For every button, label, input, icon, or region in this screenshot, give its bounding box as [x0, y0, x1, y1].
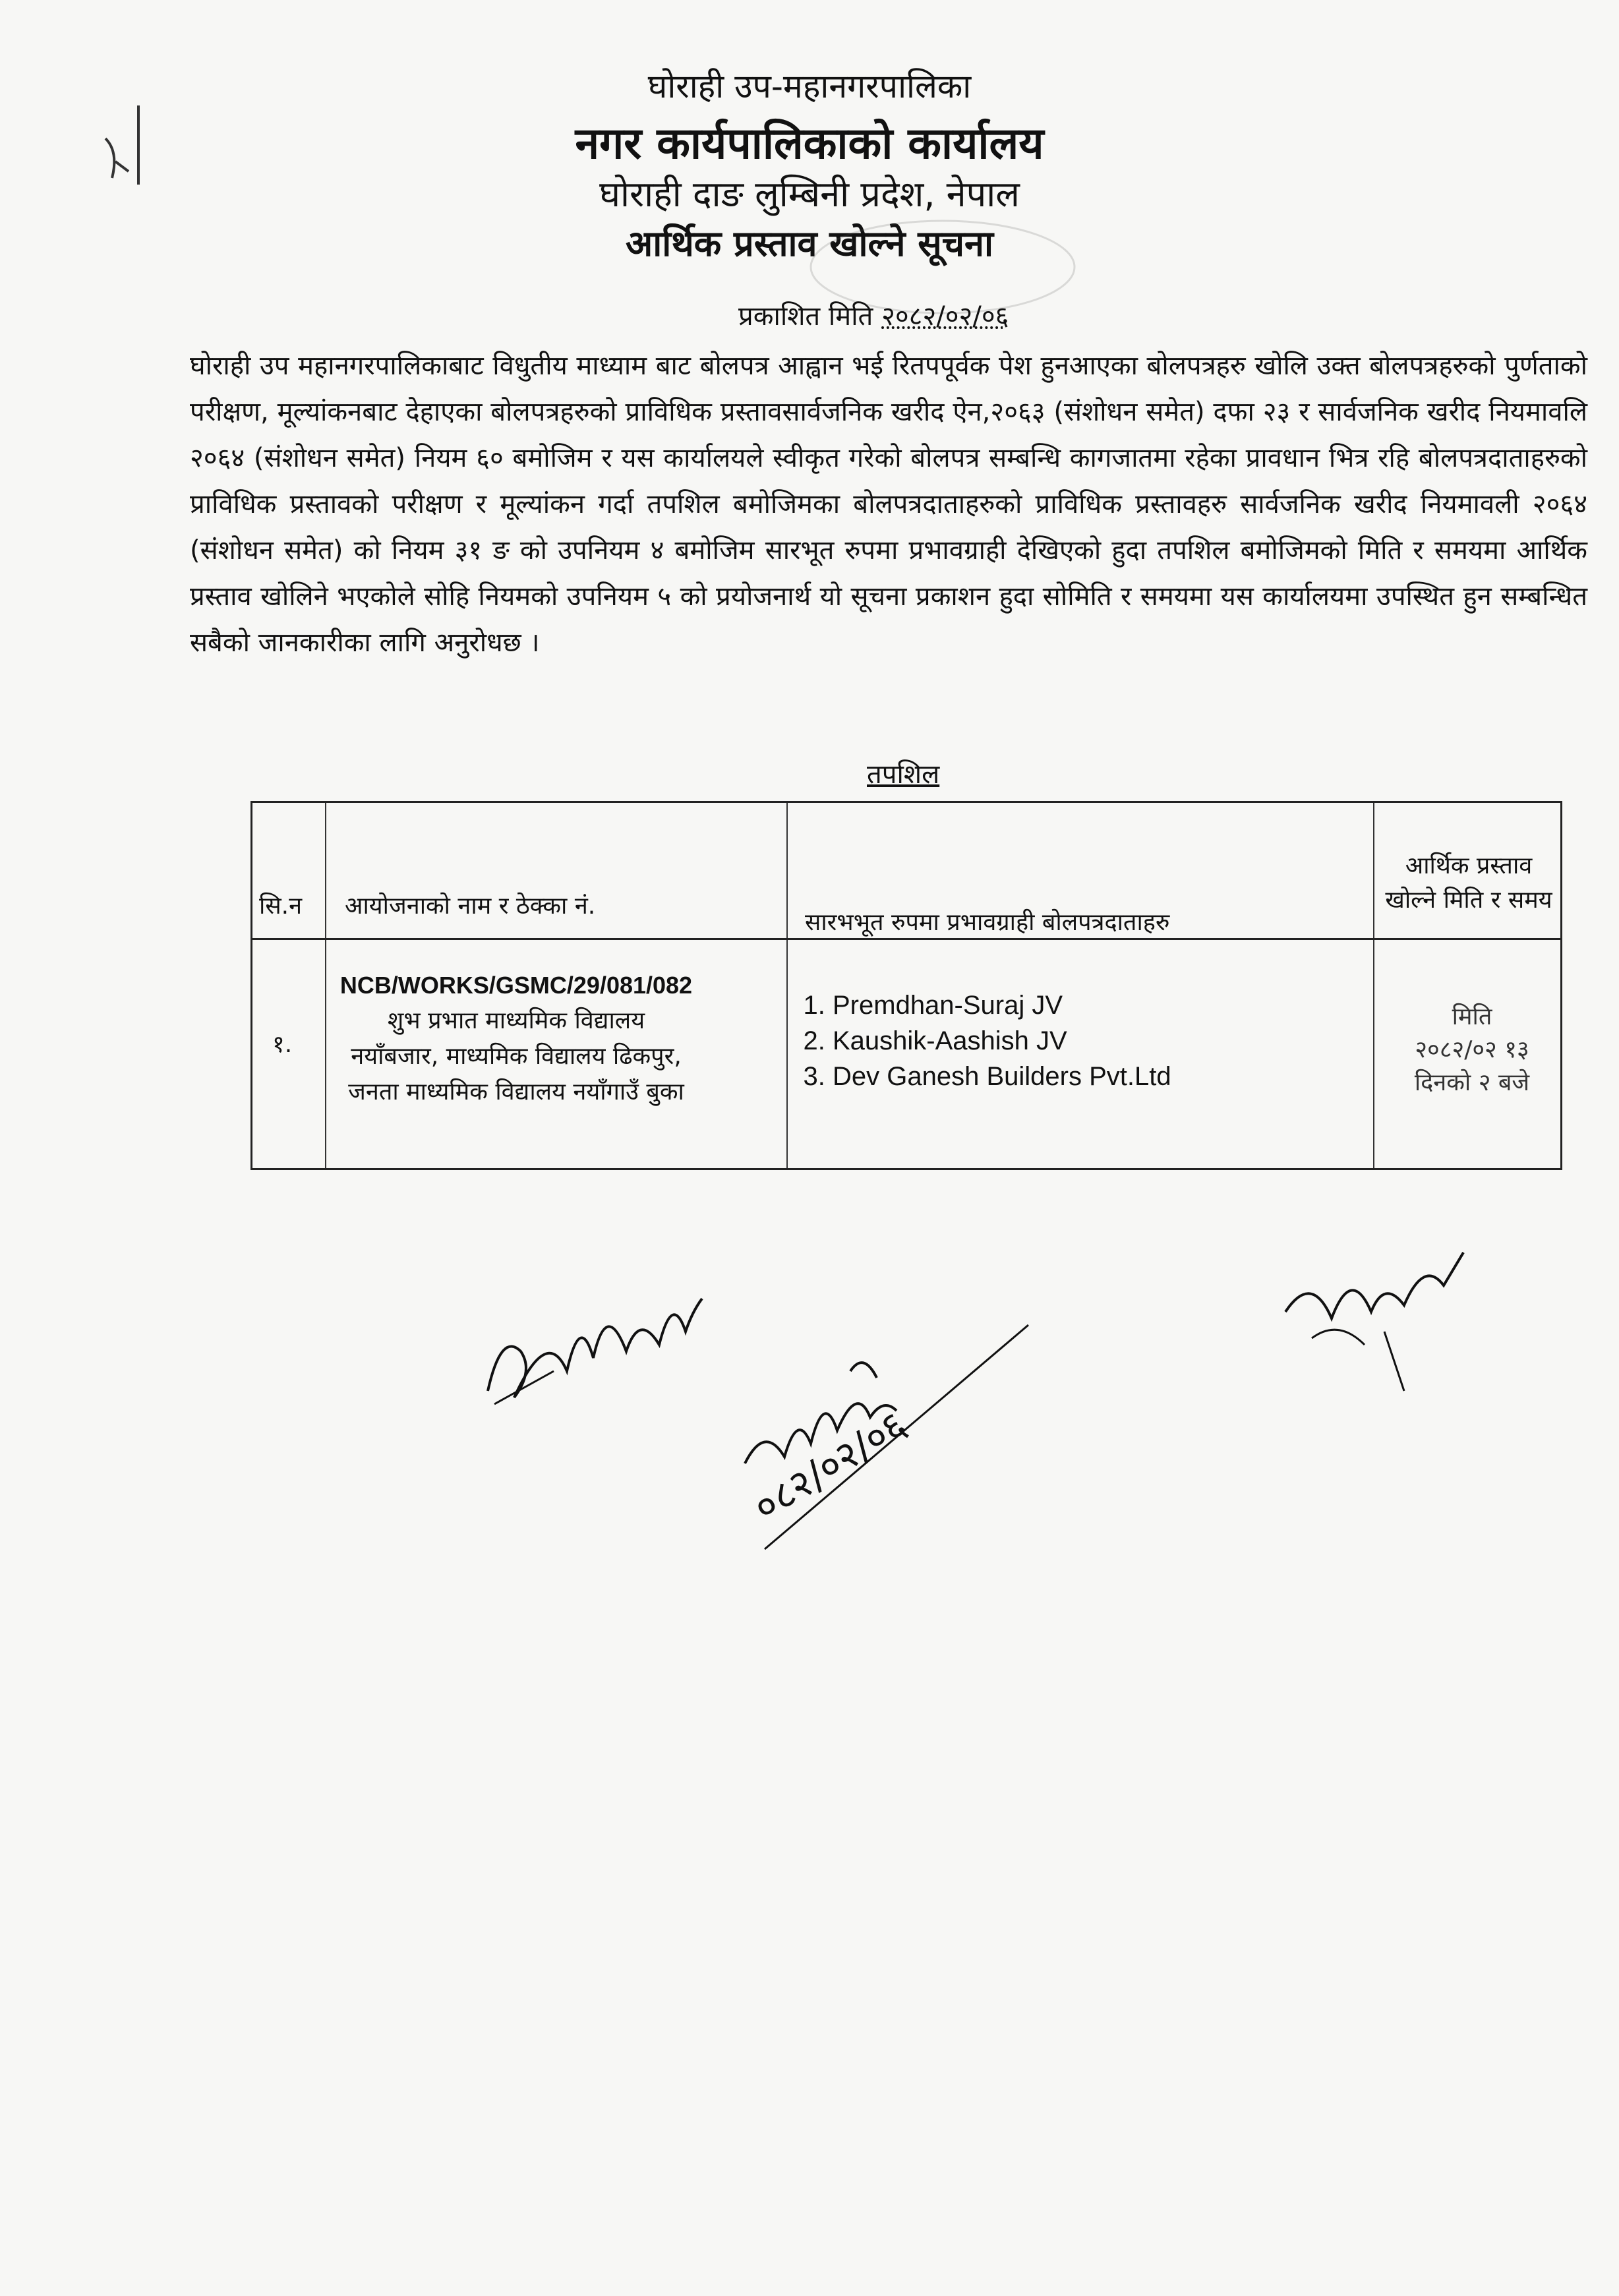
- annex-title: तपशिल: [867, 759, 940, 790]
- signature-center-dated: [725, 1312, 1035, 1589]
- notice-title: आर्थिक प्रस्ताव खोल्ने सूचना: [626, 223, 993, 264]
- municipality-name: घोराही उप-महानगरपालिका: [647, 67, 972, 105]
- table-divider: [1373, 803, 1374, 1168]
- bidder-item: 2. Kaushik-Aashish JV: [833, 1023, 1171, 1059]
- header-opening: आर्थिक प्रस्ताव खोल्ने मिति र समय: [1385, 852, 1552, 914]
- header-project: आयोजनाको नाम र ठेक्का नं.: [345, 893, 596, 920]
- row-sn: १.: [272, 1031, 293, 1058]
- table-header-divider: [252, 938, 1560, 940]
- publication-date-value: २०८२/०२/०६: [881, 301, 1009, 332]
- row-opening: [1380, 1001, 1564, 1100]
- publication-date: [738, 297, 1009, 333]
- header-bidders: सारभभूत रुपमा प्रभावग्राही बोलपत्रदाताहरु: [805, 909, 1170, 936]
- row-bidders: [806, 987, 1171, 1094]
- signature-right: [1272, 1239, 1483, 1411]
- office-address: घोराही दाङ लुम्बिनी प्रदेश, नेपाल: [599, 173, 1020, 215]
- project-line: शुभ प्रभात माध्यमिक विद्यालय: [387, 1007, 645, 1034]
- contract-number: NCB/WORKS/GSMC/29/081/082: [339, 972, 693, 999]
- project-line: नयाँबजार, माध्यमिक विद्यालय ढिकपुर,: [351, 1043, 682, 1070]
- opening-date: २०८२/०२ १३: [1415, 1036, 1529, 1063]
- signature-date: ०८२/०२/०६: [745, 1401, 915, 1531]
- table-divider: [786, 803, 788, 1168]
- opening-time: दिनको २ बजे: [1414, 1069, 1530, 1096]
- publication-date-label: प्रकाशित मिति: [738, 301, 873, 332]
- row-project: [325, 968, 707, 1110]
- opening-label: मिति: [1452, 1003, 1492, 1030]
- header-sn: सि.न: [259, 893, 303, 920]
- details-table: [250, 801, 1562, 1170]
- bidder-item: 3. Dev Ganesh Builders Pvt.Ltd: [833, 1059, 1171, 1094]
- office-name: नगर कार्यपालिकाको कार्यालय: [575, 118, 1044, 169]
- project-line: जनता माध्यमिक विद्यालय नयाँगाउँ बुका: [348, 1078, 684, 1105]
- bidder-item: 1. Premdhan-Suraj JV: [833, 987, 1171, 1023]
- notice-body: घोराही उप महानगरपालिकाबाट विधुतीय माध्याम बाट बोलपत्र आह्वान भई रितपपूर्वक पेश हुनआएका बोलपत्रहरु खोलि उक्त बोलपत्रहरुको पुर्णताको परीक्षण, मूल्यांकनबाट देहाएका बोलपत्रहरुको प्राविधिक प्रस्तावसार्वजनिक खरीद ऐन,२०६३ (संशोधन समेत) दफा २३ र सार्वजनिक खरीद नियमावलि २०६४ (संशोधन समेत) नियम ६० बमोजिम र यस कार्यालयले स्वीकृत गरेको बोलपत्र सम्बन्धि कागजातमा रहेका प्रावधान भित्र रहि बोलपत्रदाताहरुको प्राविधिक प्रस्तावको परीक्षण र मूल्यांकन गर्दा तपशिल बमोजिमका बोलपत्रदाताहरुको प्राविधिक प्रस्तावहरु सार्वजनिक खरीद नियमावली २०६४ (संशोधन समेत) को नियम ३१ ङ को उपनियम ४ बमोजिम सारभूत रुपमा प्रभावग्राही देखिएको हुदा तपशिल बमोजिमको मिति र समयमा आर्थिक प्रस्ताव खोलिने भएकोले सोहि नियमको उपनियम ५ को प्रयोजनार्थ यो सूचना प्रकाशन हुदा सोमिति र समयमा यस कार्यालयमा उपस्थित हुन सम्बन्धित सबैको जानकारीका लागि अनुरोधछ ।: [190, 351, 1587, 658]
- signature-left: [475, 1272, 712, 1417]
